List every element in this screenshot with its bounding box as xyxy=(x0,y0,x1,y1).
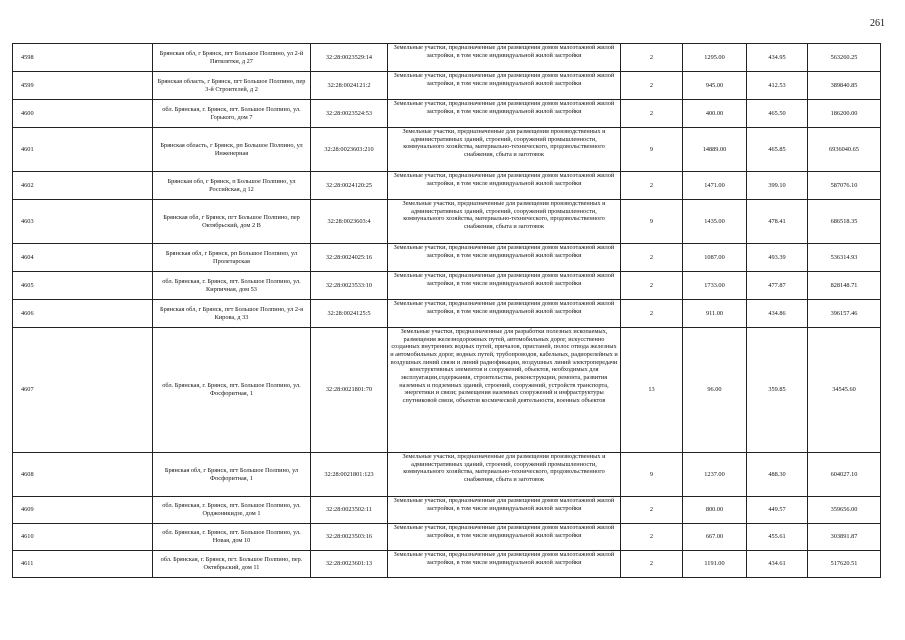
row-number: 4610 xyxy=(13,524,153,551)
row-cadastral-value: 828148.71 xyxy=(808,272,881,300)
row-cadastral-value: 396157.46 xyxy=(808,300,881,328)
row-land-use: Земельные участки, предназначенные для размещения домов малоэтажной жилой застройки, в том числе индивидуальной жилой застройки xyxy=(388,524,621,551)
row-group: 13 xyxy=(621,328,683,453)
row-group: 2 xyxy=(621,272,683,300)
row-group: 2 xyxy=(621,44,683,72)
row-rate: 455.61 xyxy=(747,524,808,551)
row-address: обл. Брянская, г. Брянск, пгт. Большое Полпино, ул. Кирпичная, дом 53 xyxy=(153,272,311,300)
row-group: 2 xyxy=(621,524,683,551)
row-cadastral-value: 536314.93 xyxy=(808,244,881,272)
row-cadastral-number: 32:28:0021801:123 xyxy=(311,453,388,497)
row-cadastral-number: 32:28:0021801:70 xyxy=(311,328,388,453)
row-cadastral-value: 186200.00 xyxy=(808,100,881,128)
table-row xyxy=(13,44,881,72)
row-address: Брянская обл, г Брянск, пгт Большое Полпино, пер Октябрьский, дом 2 В xyxy=(153,200,311,244)
table-row xyxy=(13,172,881,200)
row-area: 1191.00 xyxy=(683,551,747,578)
row-address: обл. Брянская, г. Брянск, пгт. Большое Полпино, ул. Горького, дом 7 xyxy=(153,100,311,128)
row-number: 4600 xyxy=(13,100,153,128)
row-cadastral-value: 389840.85 xyxy=(808,72,881,100)
row-cadastral-value: 604027.10 xyxy=(808,453,881,497)
row-rate: 477.87 xyxy=(747,272,808,300)
row-address: обл. Брянская, г. Брянск, пгт. Большое Полпино, пер. Октябрьский, дом 11 xyxy=(153,551,311,578)
row-group: 2 xyxy=(621,172,683,200)
row-land-use: Земельные участки, предназначенные для размещения производственных и административных зданий, строений, сооружений промышленности, коммунального хозяйства, материально-технического, продовольственного снабжения, сбыта и заготовок xyxy=(388,200,621,244)
row-cadastral-number: 32:28:0023502:11 xyxy=(311,497,388,524)
row-cadastral-value: 303891.87 xyxy=(808,524,881,551)
row-area: 911.00 xyxy=(683,300,747,328)
row-cadastral-number: 32:28:0023601:13 xyxy=(311,551,388,578)
row-address: обл. Брянская, г. Брянск, пгт. Большое Полпино, ул. Орджоникидзе, дом 1 xyxy=(153,497,311,524)
row-cadastral-number: 32:28:0023524:53 xyxy=(311,100,388,128)
row-address: Брянская область, г Брянск, рп Большое Полпино, ул Инженерная xyxy=(153,128,311,172)
table-row xyxy=(13,497,881,524)
row-area: 1471.00 xyxy=(683,172,747,200)
row-group: 2 xyxy=(621,244,683,272)
row-land-use: Земельные участки, предназначенные для размещения домов малоэтажной жилой застройки, в том числе индивидуальной жилой застройки xyxy=(388,551,621,578)
row-rate: 493.39 xyxy=(747,244,808,272)
row-number: 4606 xyxy=(13,300,153,328)
row-address: Брянская обл, г Брянск, пгт Большое Полпино, ул 2-й Пятилетки, д 27 xyxy=(153,44,311,72)
row-land-use: Земельные участки, предназначенные для размещения домов малоэтажной жилой застройки, в том числе индивидуальной жилой застройки xyxy=(388,44,621,72)
row-rate: 465.50 xyxy=(747,100,808,128)
row-group: 2 xyxy=(621,300,683,328)
row-area: 945.00 xyxy=(683,72,747,100)
row-address: Брянская область, г Брянск, пгт Большое Полпино, пер 3-й Строителей, д 2 xyxy=(153,72,311,100)
row-group: 9 xyxy=(621,200,683,244)
row-address: Брянская обл, г Брянск, рп Большое Полпино, ул Пролетарская xyxy=(153,244,311,272)
row-number: 4608 xyxy=(13,453,153,497)
row-cadastral-number: 32:28:0024025:16 xyxy=(311,244,388,272)
row-address: Брянская обл, г Брянск, пгт Большое Полпино, ул Фосфоритная, 1 xyxy=(153,453,311,497)
table-row xyxy=(13,244,881,272)
row-cadastral-value: 517620.51 xyxy=(808,551,881,578)
table-body xyxy=(13,44,881,578)
row-land-use: Земельные участки, предназначенные для размещения производственных и административных зданий, строений, сооружений промышленности, коммунального хозяйства, материально-технического, продовольственного снабжения, сбыта и заготовок xyxy=(388,128,621,172)
row-cadastral-number: 32:28:0023603:4 xyxy=(311,200,388,244)
row-group: 9 xyxy=(621,128,683,172)
row-cadastral-value: 34545.60 xyxy=(808,328,881,453)
row-number: 4603 xyxy=(13,200,153,244)
row-group: 2 xyxy=(621,497,683,524)
row-group: 9 xyxy=(621,453,683,497)
row-rate: 465.85 xyxy=(747,128,808,172)
row-land-use: Земельные участки, предназначенные для размещения домов малоэтажной жилой застройки, в том числе индивидуальной жилой застройки xyxy=(388,100,621,128)
table-row xyxy=(13,453,881,497)
row-rate: 434.61 xyxy=(747,551,808,578)
row-address: Брянская обл, г Брянск, пгт Большое Полпино, ул 2-я Кирова, д 33 xyxy=(153,300,311,328)
row-cadastral-number: 32:28:0023603:210 xyxy=(311,128,388,172)
row-rate: 478.41 xyxy=(747,200,808,244)
row-area: 667.00 xyxy=(683,524,747,551)
table-row xyxy=(13,72,881,100)
row-area: 96.00 xyxy=(683,328,747,453)
row-group: 2 xyxy=(621,551,683,578)
row-number: 4607 xyxy=(13,328,153,453)
row-number: 4605 xyxy=(13,272,153,300)
cadastral-value-table xyxy=(12,43,881,578)
row-rate: 488.30 xyxy=(747,453,808,497)
table-row xyxy=(13,524,881,551)
row-rate: 412.53 xyxy=(747,72,808,100)
row-land-use: Земельные участки, предназначенные для размещения домов малоэтажной жилой застройки, в том числе индивидуальной жилой застройки xyxy=(388,272,621,300)
row-area: 800.00 xyxy=(683,497,747,524)
row-address: обл. Брянская, г. Брянск, пгт. Большое Полпино, ул. Фосфоритная, 1 xyxy=(153,328,311,453)
row-land-use: Земельные участки, предназначенные для размещения домов малоэтажной жилой застройки, в том числе индивидуальной жилой застройки xyxy=(388,497,621,524)
table-row xyxy=(13,328,881,453)
row-number: 4602 xyxy=(13,172,153,200)
page-number: 261 xyxy=(870,18,885,29)
row-cadastral-number: 32:28:0023533:10 xyxy=(311,272,388,300)
row-area: 400.00 xyxy=(683,100,747,128)
row-number: 4599 xyxy=(13,72,153,100)
row-number: 4609 xyxy=(13,497,153,524)
row-number: 4601 xyxy=(13,128,153,172)
row-rate: 434.86 xyxy=(747,300,808,328)
table-row xyxy=(13,551,881,578)
row-land-use: Земельные участки, предназначенные для размещения домов малоэтажной жилой застройки, в том числе индивидуальной жилой застройки xyxy=(388,172,621,200)
table-row xyxy=(13,272,881,300)
table-row xyxy=(13,300,881,328)
table-row xyxy=(13,128,881,172)
row-land-use: Земельные участки, предназначенные для размещения домов малоэтажной жилой застройки, в том числе индивидуальной жилой застройки xyxy=(388,72,621,100)
row-area: 1295.00 xyxy=(683,44,747,72)
row-land-use: Земельные участки, предназначенные для разработки полезных ископаемых, размещения железнодорожных путей, автомобильных дорог, искусственно созданных внутренних водных путей, причалов, пристаней, полос отвода железных и автомобильных дорог, водных путей, трубопроводов, кабельных, радиорелейных и воздушных линий связи и линий радиофикации, воздушных линий электропередачи конструктивных элементов и сооружений, объектов, необходимых для эксплуатации,содержания, строительства, реконструкции, ремонта, развития наземных и подземных зданий, строений, сооружений, устройств транспорта, энергетики и связи; размещения наземных сооружений и инфраструктуры спутниковой связи, объектов космической деятельности, военных объектов xyxy=(388,328,621,453)
row-cadastral-value: 359656.00 xyxy=(808,497,881,524)
row-rate: 399.10 xyxy=(747,172,808,200)
row-rate: 359.85 xyxy=(747,328,808,453)
row-cadastral-number: 32:28:0023529:14 xyxy=(311,44,388,72)
row-cadastral-value: 6936040.65 xyxy=(808,128,881,172)
row-land-use: Земельные участки, предназначенные для размещения производственных и административных зданий, строений, сооружений промышленности, коммунального хозяйства, материально-технического, продовольственного снабжения, сбыта и заготовок xyxy=(388,453,621,497)
row-area: 1237.00 xyxy=(683,453,747,497)
row-cadastral-value: 563260.25 xyxy=(808,44,881,72)
row-cadastral-value: 587076.10 xyxy=(808,172,881,200)
row-area: 1435.00 xyxy=(683,200,747,244)
row-land-use: Земельные участки, предназначенные для размещения домов малоэтажной жилой застройки, в том числе индивидуальной жилой застройки xyxy=(388,300,621,328)
row-address: обл. Брянская, г. Брянск, пгт. Большое Полпино, ул. Новая, дом 10 xyxy=(153,524,311,551)
table-row xyxy=(13,100,881,128)
row-number: 4604 xyxy=(13,244,153,272)
row-address: Брянская обл, г Брянск, п Большое Полпино, ул Российская, д 12 xyxy=(153,172,311,200)
row-rate: 434.95 xyxy=(747,44,808,72)
row-number: 4611 xyxy=(13,551,153,578)
row-cadastral-number: 32:28:0024121:2 xyxy=(311,72,388,100)
row-land-use: Земельные участки, предназначенные для размещения домов малоэтажной жилой застройки, в том числе индивидуальной жилой застройки xyxy=(388,244,621,272)
row-cadastral-number: 32:28:0023503:16 xyxy=(311,524,388,551)
row-number: 4598 xyxy=(13,44,153,72)
row-group: 2 xyxy=(621,72,683,100)
row-group: 2 xyxy=(621,100,683,128)
row-rate: 449.57 xyxy=(747,497,808,524)
row-cadastral-number: 32:28:0024120:25 xyxy=(311,172,388,200)
row-area: 1087.00 xyxy=(683,244,747,272)
row-cadastral-number: 32:28:0024125:5 xyxy=(311,300,388,328)
row-area: 1733.00 xyxy=(683,272,747,300)
row-area: 14889.00 xyxy=(683,128,747,172)
row-cadastral-value: 686518.35 xyxy=(808,200,881,244)
table-row xyxy=(13,200,881,244)
